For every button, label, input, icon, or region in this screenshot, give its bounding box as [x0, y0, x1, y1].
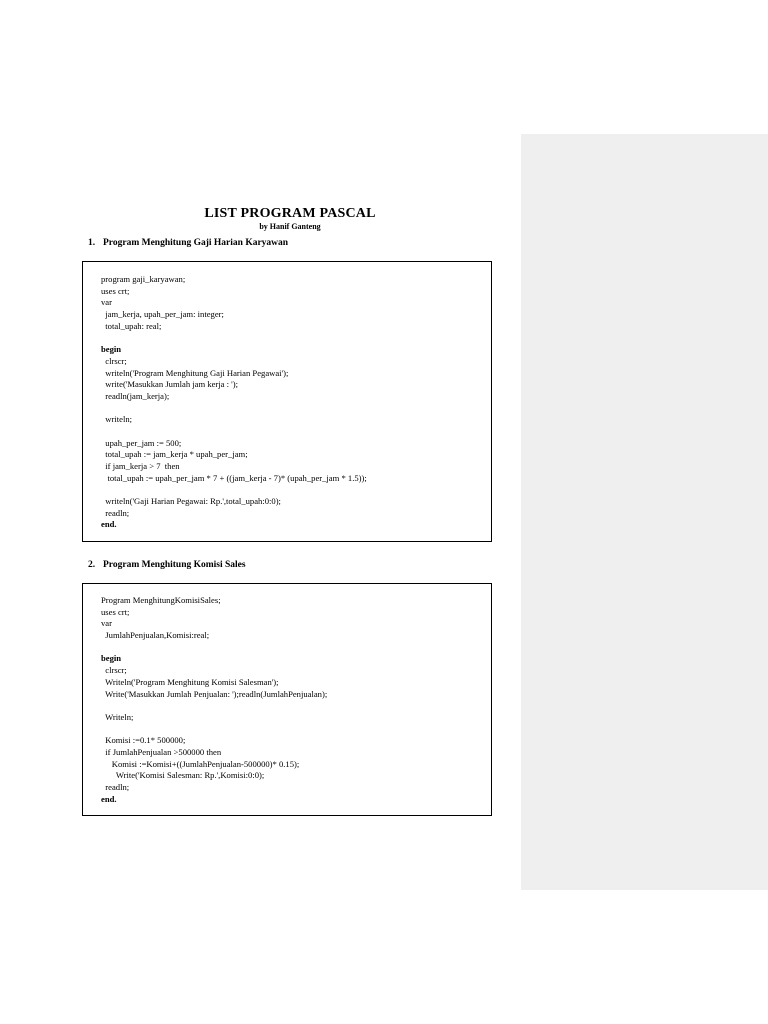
section-heading-2	[88, 560, 246, 570]
code-line: var	[101, 297, 112, 308]
code-line: uses crt;	[101, 285, 130, 296]
code-line: Write('Komisi Salesman: Rp.',Komisi:0:0);	[101, 770, 265, 781]
code-line: program gaji_karyawan;	[101, 274, 186, 284]
code-line: total_upah: real;	[101, 320, 162, 331]
section-heading-1	[88, 238, 288, 248]
section-title: Program Menghitung Komisi Sales	[103, 560, 246, 570]
code-line: JumlahPenjualan,Komisi:real;	[101, 630, 210, 641]
code-line: readln;	[101, 782, 130, 792]
code-box-1	[82, 261, 492, 542]
code-line	[101, 332, 367, 344]
section-number: 1.	[88, 238, 96, 248]
code-line: writeln('Gaji Harian Pegawai: Rp.',total_upah:0:0);	[101, 496, 281, 507]
code-line: var	[101, 618, 112, 629]
document-title: LIST PROGRAM PASCAL	[204, 206, 376, 221]
code-line: end.	[101, 793, 117, 804]
code-box-2	[82, 583, 492, 816]
code-line: clrscr;	[101, 665, 127, 676]
code-listing-2	[101, 595, 327, 805]
code-line: readln;	[101, 507, 130, 518]
code-line: if JumlahPenjualan >500000 then	[101, 746, 222, 757]
code-line: if jam_kerja > 7 then	[101, 461, 180, 471]
code-line: readln(jam_kerja);	[101, 390, 170, 401]
code-line	[101, 642, 327, 654]
code-line: jam_kerja, upah_per_jam: integer;	[101, 309, 224, 320]
code-line: Program MenghitungKomisiSales;	[101, 595, 221, 605]
code-line: Write('Masukkan Jumlah Penjualan: ');readln(JumlahPenjualan);	[101, 688, 328, 699]
code-line	[101, 403, 367, 415]
code-line: uses crt;	[101, 606, 130, 617]
document-author: by Hanif Ganteng	[259, 222, 321, 231]
code-line: Komisi :=0.1* 500000;	[101, 735, 186, 746]
code-line: writeln;	[101, 414, 133, 425]
code-line: total_upah := jam_kerja * upah_per_jam;	[101, 449, 248, 460]
code-line: begin	[101, 344, 122, 355]
code-line: total_upah := upah_per_jam * 7 + ((jam_kerja - 7)* (upah_per_jam * 1.5));	[101, 472, 367, 483]
code-line: writeln('Program Menghitung Gaji Harian Pegawai');	[101, 367, 289, 378]
code-line	[101, 700, 327, 712]
code-line: write('Masukkan Jumlah jam kerja : ');	[101, 379, 238, 390]
code-line: upah_per_jam := 500;	[101, 437, 182, 448]
section-number: 2.	[88, 560, 96, 570]
section-title: Program Menghitung Gaji Harian Karyawan	[103, 238, 289, 248]
code-line	[101, 724, 327, 736]
code-line: Komisi :=Komisi+((JumlahPenjualan-500000)* 0.15);	[101, 758, 300, 769]
code-line: clrscr;	[101, 355, 127, 366]
code-listing-1	[101, 274, 367, 531]
code-line: end.	[101, 519, 117, 530]
code-line	[101, 426, 367, 438]
code-line	[101, 484, 367, 496]
code-line: begin	[101, 653, 122, 664]
code-line: Writeln('Program Menghitung Komisi Salesman');	[101, 676, 279, 687]
comment-margin-panel	[521, 134, 768, 890]
code-line: Writeln;	[101, 711, 134, 722]
